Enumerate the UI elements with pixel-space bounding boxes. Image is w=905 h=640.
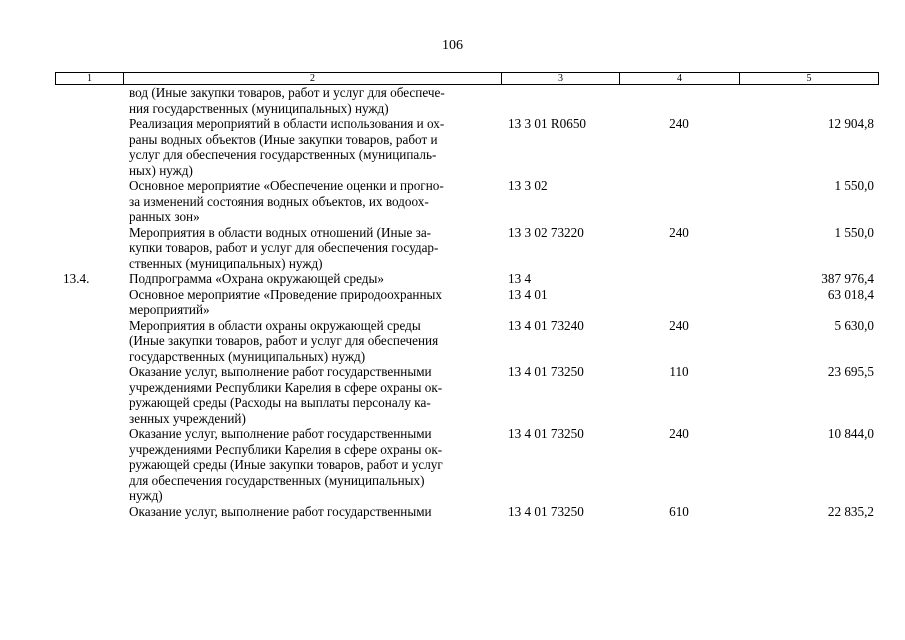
row-code: 13 4 01 73250	[508, 364, 584, 379]
row-amount: 23 695,5	[827, 364, 874, 379]
row-description: вод (Иные закупки товаров, работ и услуг для обеспече- ния государственных (муниципальных) нужд)	[129, 85, 445, 116]
table-row	[55, 85, 879, 116]
row-number	[55, 225, 123, 272]
column-header-3: 3	[502, 73, 620, 84]
row-number	[55, 318, 123, 365]
table-row	[55, 116, 879, 178]
budget-table	[55, 72, 879, 519]
table-body	[55, 85, 879, 519]
row-code: 13 3 02 73220	[508, 224, 584, 240]
table-row	[55, 271, 879, 287]
row-code: 13 4	[508, 271, 532, 286]
row-code: 13 4 01 73250	[508, 426, 584, 441]
row-number	[55, 116, 123, 178]
row-number	[55, 178, 123, 225]
row-expense-type	[619, 178, 739, 225]
table-row	[55, 225, 879, 272]
row-description: Оказание услуг, выполнение работ государственными	[129, 503, 432, 519]
row-expense-type	[619, 287, 739, 318]
row-number	[55, 504, 123, 520]
row-number: 13.4.	[63, 271, 90, 286]
row-description: Оказание услуг, выполнение работ государственными учреждениями Республики Карелия в сфере охраны ок- ружающей среды (Расходы на выплаты персоналу ка- зенных учреждений)	[129, 364, 443, 426]
table-row	[55, 287, 879, 318]
row-description: Основное мероприятие «Обеспечение оценки и прогно- за изменений состояния водных объектов, их водоох- ранных зон»	[129, 178, 444, 224]
row-amount: 387 976,4	[821, 271, 874, 286]
row-description: Реализация мероприятий в области использования и ох- раны водных объектов (Иные закупки товаров, работ и услуг для обеспечения государственных (муниципаль- ных) нужд)	[129, 116, 445, 178]
row-expense-type: 240	[669, 224, 689, 240]
row-number	[55, 364, 123, 426]
table-row	[55, 364, 879, 426]
row-code: 13 4 01 73250	[508, 503, 584, 519]
table-row	[55, 318, 879, 365]
row-code	[501, 85, 619, 116]
row-code: 13 4 01	[508, 286, 548, 302]
row-code: 13 3 01 R0650	[508, 116, 587, 131]
table-row	[55, 426, 879, 504]
row-amount: 1 550,0	[834, 224, 874, 240]
row-code: 13 4 01 73240	[508, 317, 584, 333]
column-header-4: 4	[620, 73, 740, 84]
column-number-header	[55, 72, 879, 85]
row-number	[55, 287, 123, 318]
row-expense-type: 240	[669, 317, 689, 333]
column-header-5: 5	[806, 73, 812, 84]
table-row	[55, 504, 879, 520]
row-number	[55, 85, 123, 116]
row-description: Оказание услуг, выполнение работ государственными учреждениями Республики Карелия в сфере охраны ок- ружающей среды (Иные закупки товаров, работ и услуг для обеспечения государственных (муниципальных) нужд)	[129, 426, 443, 503]
row-amount: 63 018,4	[827, 286, 874, 302]
row-amount: 5 630,0	[834, 317, 874, 333]
row-description: Основное мероприятие «Проведение природоохранных мероприятий»	[129, 286, 443, 317]
row-expense-type: 610	[669, 503, 689, 519]
row-expense-type: 110	[669, 364, 689, 379]
column-header-1: 1	[56, 73, 124, 84]
row-amount: 10 844,0	[827, 426, 874, 441]
row-description: Мероприятия в области охраны окружающей среды (Иные закупки товаров, работ и услуг для обеспечения государственных (муниципальных) нужд)	[129, 317, 439, 364]
row-expense-type: 240	[669, 426, 689, 441]
row-amount: 22 835,2	[827, 503, 874, 519]
row-amount: 1 550,0	[834, 178, 874, 193]
column-header-2: 2	[124, 73, 502, 84]
row-description: Подпрограмма «Охрана окружающей среды»	[129, 271, 384, 286]
row-amount: 12 904,8	[827, 116, 874, 131]
row-description: Мероприятия в области водных отношений (Иные за- купки товаров, работ и услуг для обеспечения государ- ственных (муниципальных) нужд)	[129, 224, 439, 271]
table-row	[55, 178, 879, 225]
row-expense-type	[619, 271, 739, 287]
page-number: 106	[442, 38, 463, 53]
row-amount	[739, 85, 877, 116]
row-number	[55, 426, 123, 504]
row-expense-type	[619, 85, 739, 116]
row-expense-type: 240	[669, 116, 689, 131]
row-code: 13 3 02	[508, 178, 548, 193]
